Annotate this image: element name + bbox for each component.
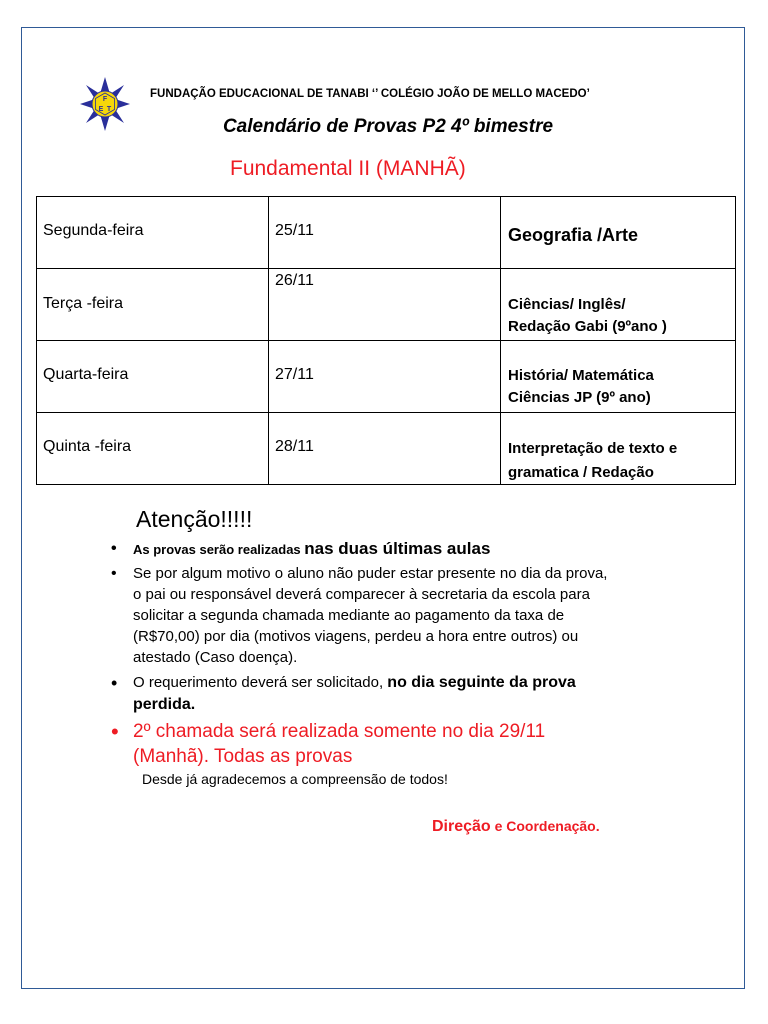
day-cell bbox=[37, 413, 269, 485]
list-item bbox=[108, 537, 708, 562]
day-cell bbox=[37, 269, 269, 341]
note-emphasis: perdida. bbox=[133, 696, 196, 713]
date-label: 27/11 bbox=[275, 366, 314, 383]
subjects-cell bbox=[501, 197, 736, 269]
note-text: As provas serão realizadas bbox=[133, 542, 305, 557]
subjects-cell bbox=[501, 413, 736, 485]
thanks-text: Desde já agradecemos a compreensão de todos! bbox=[142, 771, 448, 787]
table-row bbox=[37, 269, 736, 341]
note-line: • Se por algum motivo o aluno não puder estar presente no dia da prova, bbox=[133, 565, 608, 582]
note-text: O requerimento deverá ser solicitado, bbox=[133, 674, 388, 691]
note-line: o pai ou responsável deverá comparecer à secretaria da escola para bbox=[133, 586, 590, 603]
note-line: solicitar a segunda chamada mediante ao pagamento da taxa de bbox=[133, 607, 565, 624]
table-row bbox=[37, 341, 736, 413]
date-label: 28/11 bbox=[275, 438, 314, 455]
subject-line: Ciências JP (9º ano) bbox=[508, 389, 651, 406]
exam-schedule-table bbox=[36, 196, 736, 485]
date-cell bbox=[269, 413, 501, 485]
day-cell bbox=[37, 341, 269, 413]
note-line: (R$70,00) por dia (motivos viagens, perdeu a hora entre outros) ou bbox=[133, 628, 579, 645]
note-line: (Manhã). Todas as provas bbox=[133, 746, 353, 767]
day-label: Segunda-feira bbox=[43, 222, 144, 239]
notice-list bbox=[108, 537, 708, 769]
logo-letter-1: F bbox=[102, 96, 108, 103]
day-label: Terça -feira bbox=[43, 295, 124, 312]
date-cell bbox=[269, 269, 501, 341]
subject-line: Redação Gabi (9ºano ) bbox=[508, 318, 667, 335]
signature-direction: Direção bbox=[432, 818, 491, 835]
day-label: Quarta-feira bbox=[43, 366, 129, 383]
list-item bbox=[108, 719, 708, 769]
subject-line: gramatica / Redação bbox=[508, 464, 654, 481]
note-line: • 2º chamada será realizada somente no dia 29/11 bbox=[133, 721, 546, 742]
subject-line: Interpretação de texto e bbox=[508, 440, 678, 457]
note-line: atestado (Caso doença). bbox=[133, 649, 298, 666]
date-cell bbox=[269, 341, 501, 413]
subject-line: Geografia /Arte bbox=[508, 225, 639, 245]
date-label: 26/11 bbox=[275, 272, 314, 289]
list-item bbox=[108, 563, 708, 668]
logo-letter-3: T bbox=[106, 106, 112, 113]
note-emphasis: no dia seguinte da prova bbox=[387, 674, 576, 691]
logo-letter-2: E bbox=[98, 106, 104, 113]
calendar-title: Calendário de Provas P2 4º bimestre bbox=[222, 116, 554, 137]
date-cell bbox=[269, 197, 501, 269]
list-item bbox=[108, 672, 708, 716]
subject-line: Ciências/ Inglês/ bbox=[508, 296, 626, 313]
day-cell bbox=[37, 197, 269, 269]
signature bbox=[432, 818, 600, 836]
table-row bbox=[37, 413, 736, 485]
subject-line: História/ Matemática bbox=[508, 367, 654, 384]
org-name: FUNDAÇÃO EDUCACIONAL DE TANABI ‘’ COLÉGIO JOÃO DE MELLO MACEDO’ bbox=[150, 88, 590, 100]
subjects-cell bbox=[501, 269, 736, 341]
note-emphasis: nas duas últimas aulas bbox=[304, 539, 491, 558]
attention-heading: Atenção!!!!! bbox=[136, 506, 253, 532]
level-title: Fundamental II (MANHÃ) bbox=[230, 157, 466, 180]
date-label: 25/11 bbox=[275, 222, 314, 239]
subjects-cell bbox=[501, 341, 736, 413]
table-row bbox=[37, 197, 736, 269]
day-label: Quinta -feira bbox=[43, 438, 132, 455]
signature-coordination: e Coordenação. bbox=[490, 818, 600, 834]
